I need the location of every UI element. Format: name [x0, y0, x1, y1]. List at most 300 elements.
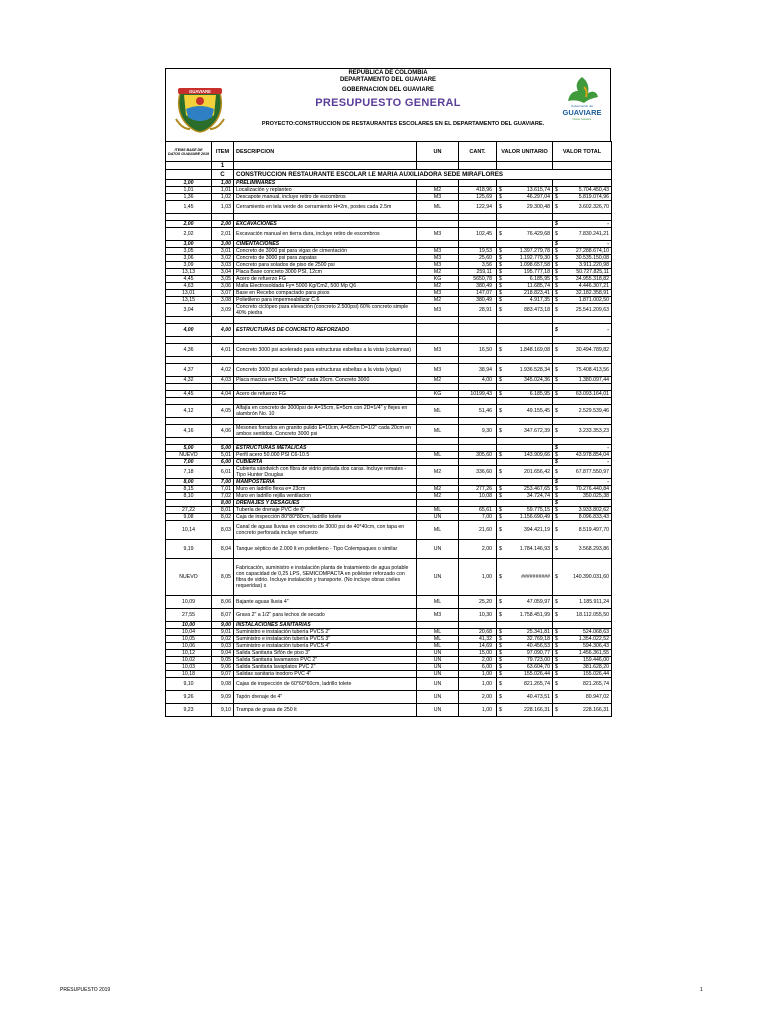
row-total-value-amount: 821.265,74 — [583, 681, 609, 687]
row-unit-value-amount: 347.672,39 — [524, 428, 550, 434]
row-unit-value — [497, 187, 553, 194]
row-total-value-amount: 1.456.361,55 — [578, 650, 609, 656]
row-item-number: 5,00 — [212, 445, 234, 452]
row-description — [234, 384, 417, 391]
row-unit-value-amount: 1.098.657,58 — [519, 262, 550, 268]
row-description: Bajante aguas lluvia 4" — [234, 596, 417, 609]
row-quantity — [459, 180, 497, 187]
budget-table — [165, 141, 612, 717]
row-total-value-amount: 30.535.150,08 — [575, 255, 609, 261]
row-description: Suministro e instalación tubería PVCS 4" — [234, 643, 417, 650]
row-unit-value — [497, 507, 553, 514]
row-unit-value — [497, 241, 553, 248]
row-unit-value — [497, 357, 553, 364]
row-total-value — [553, 596, 612, 609]
row-item-number: 2,00 — [212, 221, 234, 228]
row-total-value — [553, 559, 612, 596]
row-source-item: 3,00 — [166, 241, 212, 248]
table-row — [166, 384, 612, 391]
row-quantity — [459, 357, 497, 364]
row-source-item: 27,55 — [166, 609, 212, 622]
row-description: Salida Sanitaria lavamanos PVC 2" — [234, 657, 417, 664]
row-total-value — [553, 180, 612, 187]
logo-small-text: Gobernación del — [570, 104, 594, 108]
currency-symbol: $ — [499, 307, 502, 313]
row-item-number: 7,01 — [212, 486, 234, 493]
row-description — [234, 418, 417, 425]
row-total-value — [553, 643, 612, 650]
row-quantity: 2,00 — [459, 657, 497, 664]
row-unit — [417, 180, 459, 187]
currency-symbol: $ — [555, 367, 558, 373]
row-item-number — [212, 357, 234, 364]
table-row — [166, 187, 612, 194]
row-source-item: 4,32 — [166, 377, 212, 384]
row-quantity — [459, 337, 497, 344]
row-unit-value — [497, 384, 553, 391]
table-row — [166, 514, 612, 521]
row-description: Perfil acero 50.000 PSI C6-10.5 — [234, 452, 417, 459]
row-item-number: 4,05 — [212, 405, 234, 418]
row-quantity: 20,68 — [459, 629, 497, 636]
row-unit: UN — [417, 671, 459, 678]
row-total-value-amount: 3.933.802,62 — [578, 507, 609, 513]
row-description: Acero de refuerzo FG — [234, 276, 417, 283]
row-total-value — [553, 704, 612, 717]
row-unit-value-amount: 11.685,74 — [527, 283, 550, 289]
currency-symbol: $ — [499, 269, 502, 275]
currency-symbol: $ — [555, 231, 558, 237]
table-row — [166, 493, 612, 500]
row-description: Canal de aguas lluvias en concreto de 3000 psi de 40*40cm, con tapa en concreto perforada incluye refuerzo — [234, 521, 417, 540]
row-total-value — [553, 500, 612, 507]
row-total-value — [553, 622, 612, 629]
row-description: Placa maciza e=15cm, D=1/2" cada 20cm. Concreto 3000 — [234, 377, 417, 384]
row-unit-value — [497, 650, 553, 657]
row-source-item: 9,10 — [166, 678, 212, 691]
row-unit-value-amount: 821.265,74 — [524, 681, 550, 687]
row-item-number: 8,04 — [212, 540, 234, 559]
row-quantity: 25,60 — [459, 255, 497, 262]
currency-symbol: $ — [555, 599, 558, 605]
row-unit: M3 — [417, 364, 459, 377]
document-header — [165, 68, 611, 141]
row-total-value-amount: 155.026,44 — [583, 671, 609, 677]
row-description: Salida Sanitaria Sifón de piso 3" — [234, 650, 417, 657]
row-description: Concreto de 3000 psi para zapatas — [234, 255, 417, 262]
row-quantity — [459, 479, 497, 486]
row-source-item: 8,00 — [166, 479, 212, 486]
row-total-value — [553, 507, 612, 514]
row-unit-value-amount: 46.297,04 — [526, 194, 550, 200]
row-unit-value — [497, 269, 553, 276]
row-description: Descapote manual, incluye retiro de escombros — [234, 194, 417, 201]
table-row — [166, 317, 612, 324]
row-description: Grava 2" a 1/2" para lechos de secado — [234, 609, 417, 622]
row-total-value-amount: 159.446,00 — [583, 657, 609, 663]
row-total-value-amount: 2.529.539,46 — [578, 408, 609, 414]
currency-symbol: $ — [555, 636, 558, 642]
row-source-item: 10,00 — [166, 622, 212, 629]
row-unit: KG — [417, 391, 459, 398]
currency-symbol: $ — [499, 650, 502, 656]
row-quantity: 1,00 — [459, 559, 497, 596]
row-source-item: 9,08 — [166, 514, 212, 521]
row-item-number: 9,09 — [212, 691, 234, 704]
row-item-number: 8,05 — [212, 559, 234, 596]
currency-symbol: $ — [555, 187, 558, 193]
row-source-item — [166, 357, 212, 364]
table-row — [166, 398, 612, 405]
column-header-item: ITEM — [212, 142, 234, 162]
row-unit: UN — [417, 514, 459, 521]
row-source-item: 10,12 — [166, 650, 212, 657]
row-item-number: 1,00 — [212, 180, 234, 187]
row-total-value — [553, 201, 612, 214]
row-unit-value — [497, 691, 553, 704]
currency-symbol: $ — [499, 204, 502, 210]
row-unit: M3 — [417, 290, 459, 297]
currency-symbol: $ — [555, 629, 558, 635]
row-item-number: 3,07 — [212, 290, 234, 297]
row-unit-value — [497, 459, 553, 466]
row-total-value — [553, 486, 612, 493]
row-unit-value-amount: 97.090,77 — [526, 650, 550, 656]
row-source-item — [166, 384, 212, 391]
row-description: Alfajía en concreto de 3000psi de A=15cm, E=5cm con 2D=1/4" y flejes en alambrón No. 10 — [234, 405, 417, 418]
row-total-value — [553, 425, 612, 438]
row-item-number: 3,04 — [212, 269, 234, 276]
row-unit-value-amount: 195.777,18 — [524, 269, 550, 275]
currency-symbol: $ — [555, 514, 558, 520]
row-source-item: 13,13 — [166, 269, 212, 276]
subheader-number-row — [166, 162, 612, 170]
row-quantity: 380,49 — [459, 297, 497, 304]
table-row — [166, 643, 612, 650]
currency-symbol: $ — [555, 574, 558, 580]
row-total-value-amount: 140.390.031,60 — [572, 574, 609, 580]
row-unit-value — [497, 500, 553, 507]
row-item-number: 4,04 — [212, 391, 234, 398]
row-unit-value — [497, 405, 553, 418]
row-unit: M3 — [417, 255, 459, 262]
row-item-number: 2,01 — [212, 228, 234, 241]
table-row — [166, 657, 612, 664]
row-total-value — [553, 540, 612, 559]
row-unit-value — [497, 391, 553, 398]
row-quantity: 21,60 — [459, 521, 497, 540]
row-quantity: 9,30 — [459, 425, 497, 438]
row-quantity — [459, 459, 497, 466]
row-unit-value-amount: 29.300,48 — [526, 204, 550, 210]
row-quantity: 102,45 — [459, 228, 497, 241]
row-total-value-amount: 1.380.097,44 — [578, 377, 609, 383]
row-source-item: 10,06 — [166, 643, 212, 650]
row-total-value-amount: 4.446.307,21 — [578, 283, 609, 289]
row-source-item — [166, 317, 212, 324]
row-unit-value — [497, 559, 553, 596]
row-item-number — [212, 438, 234, 445]
currency-symbol: $ — [499, 469, 502, 475]
subheader-project-title: CONSTRUCCION RESTAURANTE ESCOLAR I.E MARIA AUXILIADORA SEDE MIRAFLORES — [234, 170, 612, 180]
row-quantity: 336,60 — [459, 466, 497, 479]
row-total-value — [553, 657, 612, 664]
currency-symbol: $ — [555, 643, 558, 649]
row-unit-value — [497, 317, 553, 324]
row-item-number: 4,01 — [212, 344, 234, 357]
row-item-number: 1,01 — [212, 187, 234, 194]
table-row — [166, 248, 612, 255]
row-description: Polietileno para impermeabilizar C.6 — [234, 297, 417, 304]
row-unit-value — [497, 201, 553, 214]
row-total-value-amount: 32.182.358,91 — [575, 290, 609, 296]
currency-symbol: $ — [555, 486, 558, 492]
table-row — [166, 678, 612, 691]
row-quantity: 16,50 — [459, 344, 497, 357]
row-description: CUBIERTA — [234, 459, 417, 466]
row-item-number: 9,06 — [212, 664, 234, 671]
row-unit-value-amount: 32.769,18 — [526, 636, 550, 642]
table-row — [166, 290, 612, 297]
table-row — [166, 438, 612, 445]
row-total-value-amount: - — [607, 327, 609, 333]
table-row — [166, 664, 612, 671]
row-description: Salidas sanitaria inodoro PVC 4" — [234, 671, 417, 678]
row-unit-value-amount: 40.473,51 — [526, 694, 550, 700]
row-unit: ML — [417, 643, 459, 650]
row-unit-value-amount: 1.936.528,34 — [519, 367, 550, 373]
row-unit-value-amount: 883.473,18 — [524, 307, 550, 313]
table-row — [166, 540, 612, 559]
row-unit-value — [497, 297, 553, 304]
row-item-number: 4,02 — [212, 364, 234, 377]
currency-symbol: $ — [555, 650, 558, 656]
currency-symbol: $ — [499, 347, 502, 353]
row-description: Malla Electrosoldada Fy= 5000 Kg/Cm2, 500 Mp Q6 — [234, 283, 417, 290]
row-total-value-amount: 80.947,02 — [585, 694, 609, 700]
row-quantity — [459, 241, 497, 248]
table-row — [166, 609, 612, 622]
row-unit: M2 — [417, 486, 459, 493]
row-unit: ML — [417, 201, 459, 214]
row-unit: ML — [417, 521, 459, 540]
row-quantity: 10199,43 — [459, 391, 497, 398]
row-unit-value — [497, 629, 553, 636]
table-row — [166, 262, 612, 269]
table-row — [166, 304, 612, 317]
row-total-value — [553, 248, 612, 255]
row-unit-value — [497, 337, 553, 344]
row-total-value — [553, 398, 612, 405]
row-quantity: 10,08 — [459, 493, 497, 500]
currency-symbol: $ — [555, 290, 558, 296]
row-unit: UN — [417, 678, 459, 691]
row-source-item — [166, 214, 212, 221]
row-total-value-amount: - — [607, 459, 609, 465]
row-total-value — [553, 521, 612, 540]
budget-rows — [166, 180, 612, 717]
row-total-value — [553, 493, 612, 500]
table-row — [166, 364, 612, 377]
section-row — [166, 622, 612, 629]
row-unit-value — [497, 636, 553, 643]
row-unit-value — [497, 221, 553, 228]
row-total-value-amount: 3.233.353,23 — [578, 428, 609, 434]
row-unit — [417, 317, 459, 324]
row-unit-value-amount: 25.341,81 — [526, 629, 550, 635]
currency-symbol: $ — [499, 297, 502, 303]
table-row — [166, 636, 612, 643]
row-source-item: 9,23 — [166, 704, 212, 717]
row-source-item: 2,02 — [166, 228, 212, 241]
row-description: INSTALACIONES SANITARIAS — [234, 622, 417, 629]
row-source-item — [166, 337, 212, 344]
row-quantity: 15,00 — [459, 650, 497, 657]
table-row — [166, 214, 612, 221]
row-quantity: 6,00 — [459, 664, 497, 671]
row-description: Suministro e instalación tubería PVCS 3" — [234, 636, 417, 643]
row-total-value — [553, 324, 612, 337]
row-item-number: 6,01 — [212, 466, 234, 479]
row-item-number: 8,06 — [212, 596, 234, 609]
section-row — [166, 221, 612, 228]
row-unit-value — [497, 596, 553, 609]
section-row — [166, 241, 612, 248]
row-unit-value — [497, 493, 553, 500]
row-item-number: 3,00 — [212, 241, 234, 248]
row-total-value — [553, 194, 612, 201]
row-unit: M2 — [417, 269, 459, 276]
currency-symbol: $ — [555, 269, 558, 275]
row-total-value — [553, 283, 612, 290]
row-total-value-amount: 7.830.241,21 — [578, 231, 609, 237]
currency-symbol: $ — [499, 231, 502, 237]
row-unit: M3 — [417, 609, 459, 622]
row-item-number: 4,00 — [212, 324, 234, 337]
row-unit — [417, 241, 459, 248]
row-unit-value-amount: 6.185,95 — [529, 276, 550, 282]
row-unit-value — [497, 438, 553, 445]
row-total-value-amount: 5.819.074,96 — [578, 194, 609, 200]
row-total-value-amount: 43.978.854,04 — [575, 452, 609, 458]
row-item-number — [212, 214, 234, 221]
row-item-number: 3,03 — [212, 262, 234, 269]
row-quantity — [459, 214, 497, 221]
row-total-value-amount: 8.519.497,70 — [578, 527, 609, 533]
row-total-value — [553, 459, 612, 466]
footer-page-number: 1 — [700, 987, 703, 993]
row-description: Concreto de 3000 psi para vigas de cimentación — [234, 248, 417, 255]
row-unit: UN — [417, 664, 459, 671]
row-source-item: 10,02 — [166, 657, 212, 664]
row-total-value — [553, 678, 612, 691]
row-item-number: 3,02 — [212, 255, 234, 262]
row-item-number: 4,06 — [212, 425, 234, 438]
currency-symbol: $ — [555, 262, 558, 268]
row-item-number: 9,07 — [212, 671, 234, 678]
row-total-value-amount: 3.911.220,98 — [579, 262, 609, 268]
row-item-number — [212, 398, 234, 405]
row-total-value-amount: 63.093.164,01 — [575, 391, 609, 397]
row-quantity: 122,94 — [459, 201, 497, 214]
row-quantity — [459, 418, 497, 425]
column-header-unit: UN — [417, 142, 459, 162]
subheader-project-row — [166, 170, 612, 180]
currency-symbol: $ — [555, 671, 558, 677]
row-unit-value-amount: 143.909,66 — [524, 452, 550, 458]
shield-ribbon-text: GUAVIARE — [189, 89, 211, 94]
row-unit-value — [497, 671, 553, 678]
row-total-value — [553, 438, 612, 445]
row-total-value-amount: 3.568.293,86 — [578, 546, 609, 552]
row-quantity: 14,69 — [459, 643, 497, 650]
row-total-value-amount: 5.704.450,43 — [578, 187, 609, 193]
header-line-republic: REPUBLICA DE COLOMBIA — [348, 70, 428, 76]
currency-symbol: $ — [499, 514, 502, 520]
row-quantity: 25,20 — [459, 596, 497, 609]
row-description: Acero de refuerzo FG — [234, 391, 417, 398]
row-source-item: 10,18 — [166, 671, 212, 678]
table-row — [166, 650, 612, 657]
row-source-item: 27,22 — [166, 507, 212, 514]
row-total-value-amount: 25.541.209,63 — [575, 307, 609, 313]
currency-symbol: $ — [499, 367, 502, 373]
currency-symbol: $ — [499, 664, 502, 670]
row-item-number: 1,02 — [212, 194, 234, 201]
currency-symbol: $ — [499, 377, 502, 383]
row-description: Cerramiento en tela verde de cerramiento H=2m, postes cada 2.5m — [234, 201, 417, 214]
row-unit — [417, 221, 459, 228]
row-total-value-amount: 27.288.674,10 — [575, 248, 609, 254]
column-header-total-value: VALOR TOTAL — [553, 142, 612, 162]
currency-symbol: $ — [499, 636, 502, 642]
row-quantity: 19,53 — [459, 248, 497, 255]
table-row — [166, 629, 612, 636]
row-total-value-amount: 350.025,38 — [583, 493, 609, 499]
row-unit: ML — [417, 596, 459, 609]
row-item-number: 3,05 — [212, 276, 234, 283]
row-total-value — [553, 405, 612, 418]
row-quantity: 147,07 — [459, 290, 497, 297]
section-row — [166, 479, 612, 486]
row-unit — [417, 445, 459, 452]
budget-sheet — [165, 68, 611, 717]
row-total-value-amount: 75.408.413,56 — [575, 367, 609, 373]
currency-symbol: $ — [499, 255, 502, 261]
row-total-value — [553, 391, 612, 398]
row-item-number: 8,01 — [212, 507, 234, 514]
project-title: PROYECTO:CONSTRUCCION DE RESTAURANTES ESCOLARES EN EL DEPARTAMENTO DEL GUAVIARE. — [261, 121, 545, 127]
currency-symbol: $ — [499, 262, 502, 268]
row-description: Tubería de drenaje PVC de 6" — [234, 507, 417, 514]
currency-symbol: $ — [555, 657, 558, 663]
row-unit-value — [497, 425, 553, 438]
row-source-item: 8,10 — [166, 493, 212, 500]
currency-symbol: $ — [555, 445, 558, 451]
row-total-value — [553, 290, 612, 297]
row-unit — [417, 622, 459, 629]
currency-symbol: $ — [555, 707, 558, 713]
row-quantity — [459, 398, 497, 405]
row-item-number: 5,01 — [212, 452, 234, 459]
row-unit-value — [497, 486, 553, 493]
table-row — [166, 452, 612, 459]
row-description: ESTRUCTURAS METALICAS — [234, 445, 417, 452]
table-row — [166, 691, 612, 704]
row-total-value-amount: 8.096.833,43 — [578, 514, 609, 520]
currency-symbol: $ — [555, 377, 558, 383]
row-total-value — [553, 609, 612, 622]
